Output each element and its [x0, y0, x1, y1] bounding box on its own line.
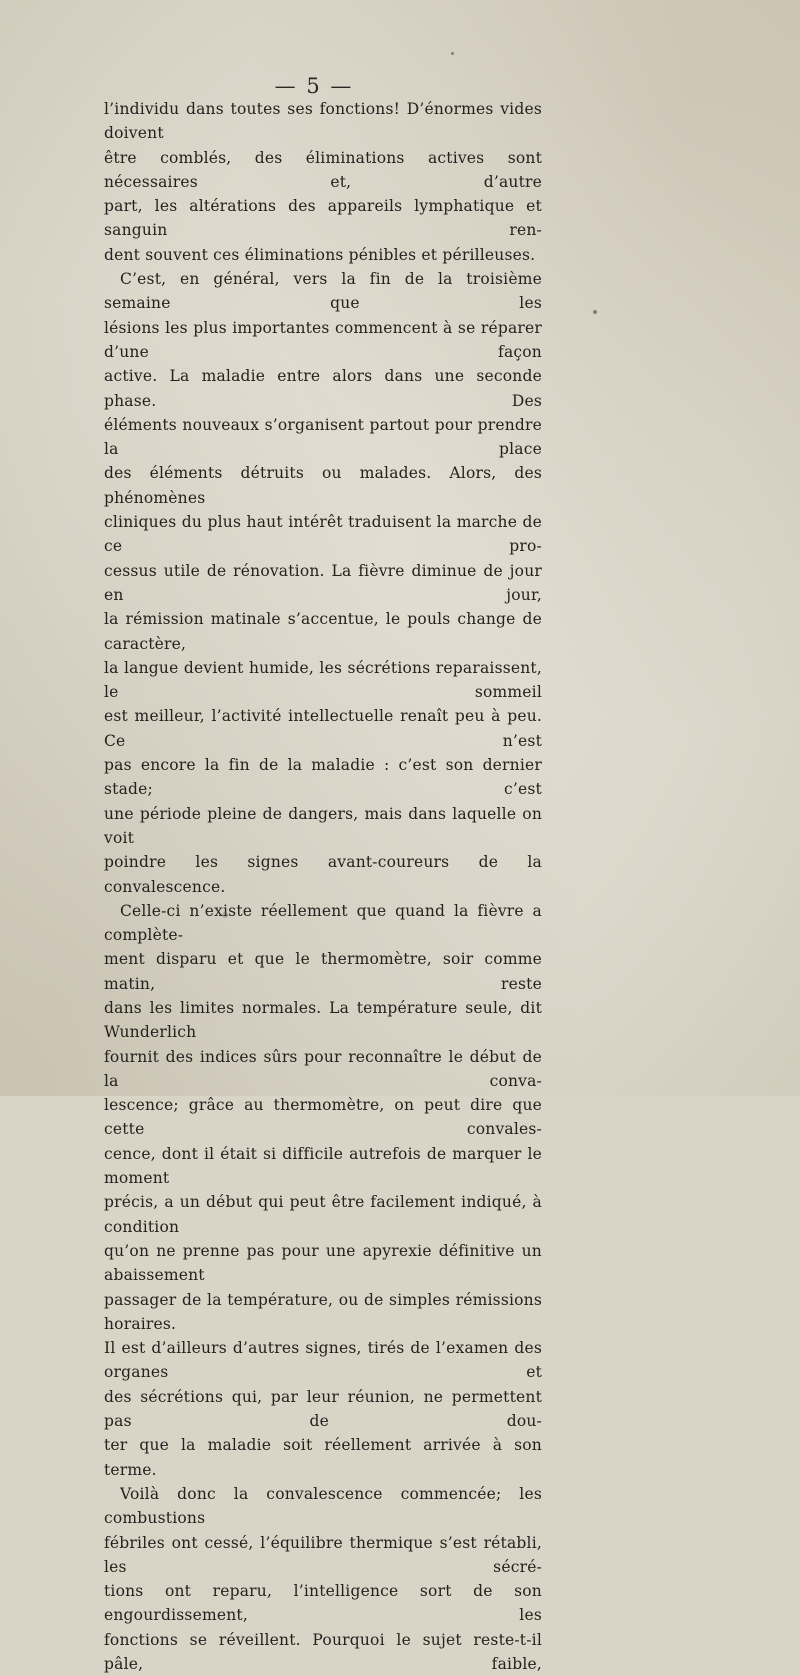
paper-speck [451, 52, 454, 55]
text-line: qu’on ne prenne pas pour une apyrexie définitive un abaissement [104, 1241, 542, 1285]
text-line: dans les limites normales. La température seule, dit Wunderlich [104, 998, 542, 1042]
text-line: est meilleur, l’activité intellectuelle renaît peu à peu. Ce n’est [104, 707, 542, 750]
text-line: passager de la température, ou de simples rémissions horaires. [104, 1290, 542, 1333]
text-line: pas encore la fin de la maladie : c’est son dernier stade; c’est [104, 756, 542, 799]
text-line: des éléments détruits ou malades. Alors, des phénomènes [104, 464, 542, 507]
paragraph-2 [104, 267, 542, 850]
text-line: fonctions se réveillent. Pourquoi le sujet reste-t-il pâle, faible, [104, 1630, 542, 1673]
page-number: — 5 — [274, 74, 354, 98]
text-line: fournit des indices sûrs pour reconnaître le début de la conva- [104, 1047, 542, 1090]
text-line: des sécrétions qui, par leur réunion, ne permettent pas de dou- [104, 1387, 542, 1431]
text-line: lésions les plus importantes commencent à se réparer d’une façon [104, 318, 542, 361]
text-line: poindre les signes avant-coureurs de la convalescence. [104, 853, 542, 896]
text-line: une période pleine de dangers, mais dans laquelle on voit [104, 804, 542, 847]
text-line: la langue devient humide, les sécrétions reparaissent, le sommeil [104, 658, 542, 702]
paragraph-4 [104, 1482, 542, 1676]
text-line: Il est d’ailleurs d’autres signes, tirés de l’examen des organes et [104, 1339, 542, 1382]
text-line: lescence; grâce au thermomètre, on peut dire que cette convales- [104, 1096, 542, 1139]
text-line: ter que la maladie soit réellement arrivée à son terme. [104, 1436, 542, 1479]
paragraph-3-end [104, 1433, 542, 1482]
text-line: l’individu dans toutes ses fonctions! D’énormes vides doivent [104, 100, 542, 143]
text-line: Celle-ci n’existe réellement que quand la fièvre a complète- [104, 901, 542, 945]
body-text [104, 97, 542, 1676]
paper-speck [593, 310, 597, 314]
text-line: tions ont reparu, l’intelligence sort de son engourdissement, les [104, 1582, 542, 1625]
text-line: éléments nouveaux s’organisent partout pour prendre la place [104, 415, 542, 459]
text-line: être comblés, des éliminations actives sont nécessaires et, d’autre [104, 148, 542, 191]
text-line: Voilà donc la convalescence commencée; les combustions [104, 1484, 542, 1528]
paper-speck [222, 912, 228, 918]
text-line: la rémission matinale s’accentue, le pouls change de caractère, [104, 610, 542, 653]
text-line: part, les altérations des appareils lymphatique et sanguin ren- [104, 197, 542, 240]
paragraph-3 [104, 899, 542, 1434]
paragraph-2-end [104, 850, 542, 899]
text-line: cessus utile de rénovation. La fièvre diminue de jour en jour, [104, 561, 542, 604]
text-line: dent souvent ces éliminations pénibles et périlleuses. [104, 245, 536, 264]
text-line: précis, a un début qui peut être facilement indiqué, à condition [104, 1193, 542, 1236]
text-line: cliniques du plus haut intérêt traduisent la marche de ce pro- [104, 513, 542, 556]
text-line: C’est, en général, vers la fin de la troisième semaine que les [104, 270, 542, 313]
text-line: fébriles ont cessé, l’équilibre thermique s’est rétabli, les sécré- [104, 1533, 542, 1576]
text-line: active. La maladie entre alors dans une seconde phase. Des [104, 367, 542, 410]
text-line: cence, dont il était si difficile autrefois de marquer le moment [104, 1144, 542, 1188]
paragraph-1-end [104, 243, 542, 267]
paragraph-1 [104, 97, 542, 243]
text-line: ment disparu et que le thermomètre, soir comme matin, reste [104, 950, 542, 993]
